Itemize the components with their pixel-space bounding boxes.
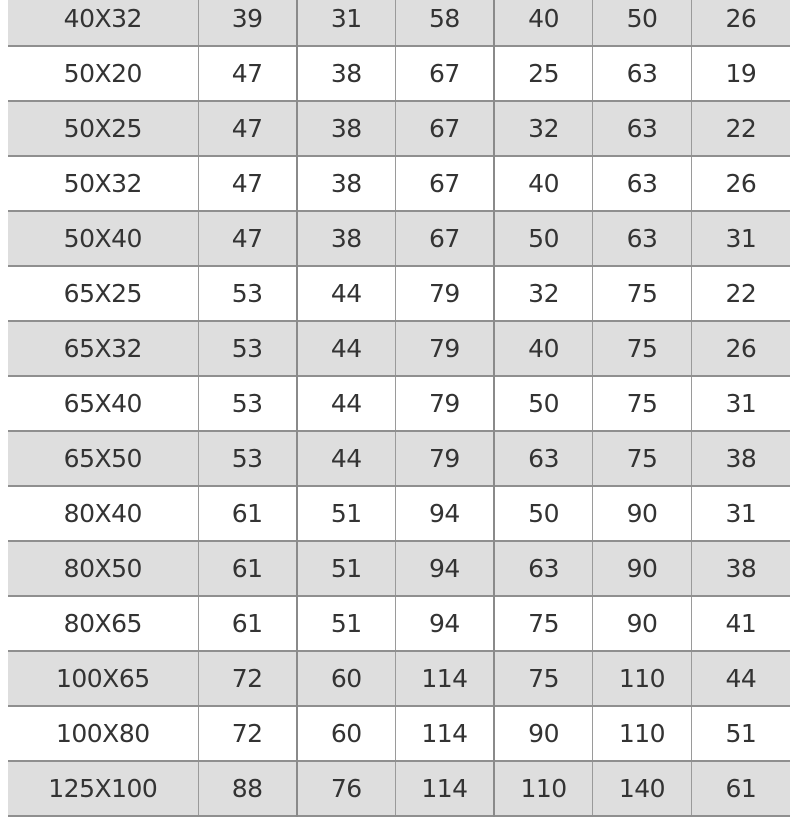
size-cell: 65X32 xyxy=(8,321,198,376)
size-cell: 80X65 xyxy=(8,596,198,651)
value-cell: 60 xyxy=(297,706,396,761)
value-cell: 38 xyxy=(297,156,396,211)
size-cell: 50X20 xyxy=(8,46,198,101)
value-cell: 75 xyxy=(593,266,692,321)
value-cell: 25 xyxy=(494,46,593,101)
value-cell: 53 xyxy=(198,266,297,321)
table-row xyxy=(8,156,790,211)
size-cell: 50X32 xyxy=(8,156,198,211)
value-cell: 53 xyxy=(198,321,297,376)
value-cell: 40 xyxy=(494,156,593,211)
value-cell: 90 xyxy=(593,596,692,651)
value-cell: 61 xyxy=(198,541,297,596)
value-cell: 51 xyxy=(297,596,396,651)
value-cell: 67 xyxy=(395,101,494,156)
value-cell: 75 xyxy=(593,376,692,431)
table-row xyxy=(8,761,790,816)
value-cell: 58 xyxy=(395,0,494,46)
value-cell: 40 xyxy=(494,321,593,376)
value-cell: 44 xyxy=(297,431,396,486)
value-cell: 67 xyxy=(395,156,494,211)
value-cell: 31 xyxy=(691,486,790,541)
table-row xyxy=(8,651,790,706)
value-cell: 67 xyxy=(395,211,494,266)
size-cell: 65X40 xyxy=(8,376,198,431)
value-cell: 39 xyxy=(198,0,297,46)
value-cell: 44 xyxy=(297,376,396,431)
value-cell: 61 xyxy=(198,596,297,651)
table-row xyxy=(8,376,790,431)
value-cell: 79 xyxy=(395,431,494,486)
value-cell: 75 xyxy=(494,596,593,651)
value-cell: 50 xyxy=(494,211,593,266)
value-cell: 38 xyxy=(691,431,790,486)
table-row xyxy=(8,266,790,321)
value-cell: 63 xyxy=(593,101,692,156)
value-cell: 38 xyxy=(297,46,396,101)
value-cell: 32 xyxy=(494,101,593,156)
table-row xyxy=(8,46,790,101)
value-cell: 32 xyxy=(494,266,593,321)
value-cell: 79 xyxy=(395,266,494,321)
value-cell: 26 xyxy=(691,156,790,211)
value-cell: 67 xyxy=(395,46,494,101)
value-cell: 22 xyxy=(691,101,790,156)
value-cell: 88 xyxy=(198,761,297,816)
value-cell: 47 xyxy=(198,211,297,266)
value-cell: 110 xyxy=(593,651,692,706)
value-cell: 44 xyxy=(691,651,790,706)
value-cell: 61 xyxy=(691,761,790,816)
size-cell: 50X40 xyxy=(8,211,198,266)
value-cell: 79 xyxy=(395,376,494,431)
size-cell: 50X25 xyxy=(8,101,198,156)
value-cell: 44 xyxy=(297,321,396,376)
value-cell: 38 xyxy=(297,211,396,266)
value-cell: 51 xyxy=(297,486,396,541)
value-cell: 31 xyxy=(691,211,790,266)
value-cell: 63 xyxy=(593,211,692,266)
value-cell: 94 xyxy=(395,486,494,541)
value-cell: 47 xyxy=(198,156,297,211)
table-row xyxy=(8,321,790,376)
value-cell: 22 xyxy=(691,266,790,321)
value-cell: 63 xyxy=(494,431,593,486)
table-body xyxy=(8,0,790,816)
size-cell: 40X32 xyxy=(8,0,198,46)
value-cell: 31 xyxy=(691,376,790,431)
table-row xyxy=(8,486,790,541)
value-cell: 90 xyxy=(593,486,692,541)
size-cell: 65X25 xyxy=(8,266,198,321)
value-cell: 50 xyxy=(494,486,593,541)
value-cell: 51 xyxy=(297,541,396,596)
value-cell: 60 xyxy=(297,651,396,706)
value-cell: 72 xyxy=(198,651,297,706)
value-cell: 40 xyxy=(494,0,593,46)
value-cell: 75 xyxy=(494,651,593,706)
table-row xyxy=(8,101,790,156)
value-cell: 41 xyxy=(691,596,790,651)
value-cell: 110 xyxy=(494,761,593,816)
value-cell: 140 xyxy=(593,761,692,816)
value-cell: 75 xyxy=(593,431,692,486)
value-cell: 94 xyxy=(395,596,494,651)
value-cell: 114 xyxy=(395,761,494,816)
table-row xyxy=(8,541,790,596)
value-cell: 47 xyxy=(198,46,297,101)
size-cell: 100X65 xyxy=(8,651,198,706)
table-row xyxy=(8,706,790,761)
value-cell: 114 xyxy=(395,706,494,761)
table-row xyxy=(8,211,790,266)
size-cell: 65X50 xyxy=(8,431,198,486)
table-row xyxy=(8,431,790,486)
value-cell: 38 xyxy=(691,541,790,596)
value-cell: 79 xyxy=(395,321,494,376)
value-cell: 90 xyxy=(494,706,593,761)
dimension-table-container xyxy=(8,0,790,817)
size-cell: 80X50 xyxy=(8,541,198,596)
value-cell: 50 xyxy=(593,0,692,46)
dimension-table xyxy=(8,0,790,817)
value-cell: 26 xyxy=(691,321,790,376)
size-cell: 100X80 xyxy=(8,706,198,761)
value-cell: 63 xyxy=(494,541,593,596)
value-cell: 50 xyxy=(494,376,593,431)
table-row xyxy=(8,0,790,46)
size-cell: 80X40 xyxy=(8,486,198,541)
value-cell: 76 xyxy=(297,761,396,816)
value-cell: 51 xyxy=(691,706,790,761)
value-cell: 114 xyxy=(395,651,494,706)
value-cell: 47 xyxy=(198,101,297,156)
value-cell: 44 xyxy=(297,266,396,321)
value-cell: 61 xyxy=(198,486,297,541)
value-cell: 53 xyxy=(198,376,297,431)
value-cell: 19 xyxy=(691,46,790,101)
value-cell: 94 xyxy=(395,541,494,596)
value-cell: 75 xyxy=(593,321,692,376)
value-cell: 90 xyxy=(593,541,692,596)
size-cell: 125X100 xyxy=(8,761,198,816)
value-cell: 110 xyxy=(593,706,692,761)
table-row xyxy=(8,596,790,651)
value-cell: 72 xyxy=(198,706,297,761)
value-cell: 63 xyxy=(593,46,692,101)
value-cell: 26 xyxy=(691,0,790,46)
value-cell: 53 xyxy=(198,431,297,486)
value-cell: 63 xyxy=(593,156,692,211)
value-cell: 31 xyxy=(297,0,396,46)
value-cell: 38 xyxy=(297,101,396,156)
